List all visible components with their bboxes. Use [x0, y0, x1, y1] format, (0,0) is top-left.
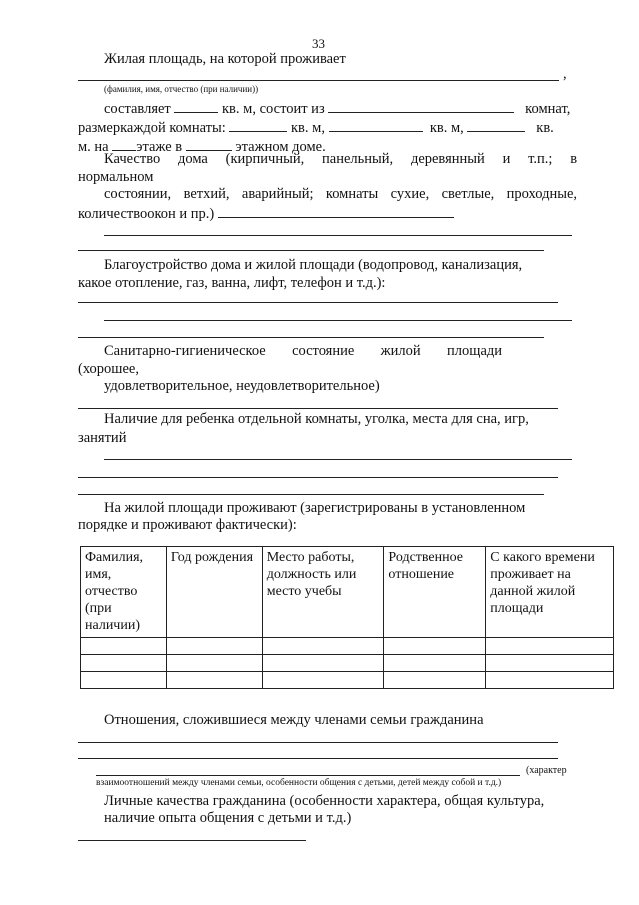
house-quality-line-3 [104, 186, 577, 203]
table-cell[interactable] [486, 672, 614, 689]
relations-title: Отношения, сложившиеся между членами семьи гражданина [104, 712, 484, 728]
text-fragment: количествоокон и пр.) [78, 206, 215, 222]
rooms-count-blank[interactable] [328, 99, 514, 113]
header-full-name: Фамилия, имя, отчество (при наличии) [81, 547, 167, 638]
table-cell[interactable] [262, 672, 384, 689]
child-room-line-1: Наличие для ребенка отдельной комнаты, уголка, места для сна, игр, [104, 411, 529, 427]
word: панельный, [322, 151, 394, 167]
text-fragment: кв. м, [429, 120, 464, 136]
word: площади [447, 343, 503, 359]
word: аварийный; [241, 186, 314, 202]
blank-line[interactable] [78, 80, 559, 81]
table-row [81, 638, 614, 655]
sanitary-line-1 [104, 343, 502, 360]
header-workplace: Место работы, должность или место учебы [262, 547, 384, 638]
blank-line[interactable] [78, 742, 558, 743]
table-header-row [81, 547, 614, 638]
personal-line-2: наличие опыта общения с детьми и т.д.) [104, 810, 352, 826]
table-cell[interactable] [384, 672, 486, 689]
word: состоянии, [104, 186, 172, 202]
word: дома [177, 151, 208, 167]
word: жилой [380, 343, 421, 359]
header-birth-year: Год рождения [166, 547, 262, 638]
sanitary-line-2: (хорошее, [78, 361, 139, 377]
text-fragment: этаже в [136, 139, 183, 155]
room-size-blank[interactable] [467, 118, 525, 132]
text-fragment: кв. м, [291, 120, 325, 136]
text-fragment: м. на [78, 139, 109, 155]
text-fragment: размеркаждой комнаты: [78, 120, 226, 136]
table-cell[interactable] [166, 655, 262, 672]
word: деревянный [410, 151, 485, 167]
word: состояние [292, 343, 355, 359]
blank-line[interactable] [96, 775, 520, 776]
relations-caption: взаимоотношений между членами семьи, особенности общения с детьми, детей между собой и т.д.) [96, 778, 502, 788]
word: ветхий, [183, 186, 230, 202]
personal-line-1: Личные качества гражданина (особенности характера, общая культура, [104, 793, 545, 809]
name-caption: (фамилия, имя, отчество (при наличии)) [104, 84, 259, 94]
blank-line[interactable] [78, 494, 544, 495]
text-fragment: составляет [104, 101, 171, 117]
living-area-line-1 [104, 99, 570, 118]
amenities-line-1: Благоустройство дома и жилой площади (водопровод, канализация, [104, 257, 523, 273]
text-fragment: кв. [536, 120, 554, 136]
blank-line[interactable] [78, 758, 558, 759]
blank-line[interactable] [78, 840, 306, 841]
word: комнаты [325, 186, 379, 202]
amenities-line-2: какое отопление, газ, ванна, лифт, телефон и т.д.): [78, 275, 386, 291]
blank-line[interactable] [78, 408, 558, 409]
table-cell[interactable] [81, 672, 167, 689]
table-cell[interactable] [81, 638, 167, 655]
blank-line[interactable] [78, 302, 558, 303]
header-relationship: Родственное отношение [384, 547, 486, 638]
text-fragment: комнат, [525, 101, 571, 117]
word: т.п.; [528, 151, 553, 167]
floor-blank[interactable] [112, 137, 136, 151]
house-quality-line-4 [78, 204, 454, 223]
header-residence-since: С какого времени проживает на данной жилой площади [486, 547, 614, 638]
table-row [81, 655, 614, 672]
table-cell[interactable] [384, 655, 486, 672]
word: в [570, 151, 578, 167]
house-quality-line-2: нормальном [78, 169, 154, 185]
word: и [502, 151, 511, 167]
room-size-blank[interactable] [229, 118, 287, 132]
floors-total-blank[interactable] [186, 137, 232, 151]
table-cell[interactable] [486, 638, 614, 655]
text-fragment: кв. м, состоит из [222, 101, 325, 117]
residents-table [80, 546, 614, 689]
word: Качество [104, 151, 161, 167]
living-area-title: Жилая площадь, на которой проживает [104, 51, 346, 67]
house-quality-line-1 [104, 151, 577, 168]
blank-line[interactable] [104, 459, 572, 460]
living-area-line-2 [78, 118, 554, 137]
total-area-blank[interactable] [174, 99, 218, 113]
residents-line-2: порядке и проживают фактически): [78, 517, 297, 533]
blank-line[interactable] [78, 250, 544, 251]
word: светлые, [441, 186, 495, 202]
blank-line[interactable] [78, 337, 544, 338]
table-cell[interactable] [81, 655, 167, 672]
blank-line[interactable] [104, 320, 572, 321]
room-size-blank[interactable] [329, 118, 423, 132]
table-cell[interactable] [262, 638, 384, 655]
relations-caption-start: (характер [526, 765, 567, 776]
word: проходные, [506, 186, 578, 202]
table-cell[interactable] [166, 638, 262, 655]
house-quality-blank[interactable] [218, 204, 454, 218]
word: Санитарно-гигиеническое [104, 343, 266, 359]
blank-line[interactable] [104, 235, 572, 236]
text-fragment: этажном доме. [235, 139, 326, 155]
table-cell[interactable] [384, 638, 486, 655]
residents-line-1: На жилой площади проживают (зарегистрированы в установленном [104, 500, 526, 516]
sanitary-line-3: удовлетворительное, неудовлетворительное) [104, 378, 380, 394]
word: (кирпичный, [225, 151, 305, 167]
table-row [81, 672, 614, 689]
blank-line[interactable] [78, 477, 558, 478]
table-cell[interactable] [486, 655, 614, 672]
page-number: 33 [312, 36, 325, 51]
table-cell[interactable] [166, 672, 262, 689]
word: сухие, [390, 186, 430, 202]
comma: , [563, 66, 567, 82]
table-cell[interactable] [262, 655, 384, 672]
child-room-line-2: занятий [78, 430, 127, 446]
